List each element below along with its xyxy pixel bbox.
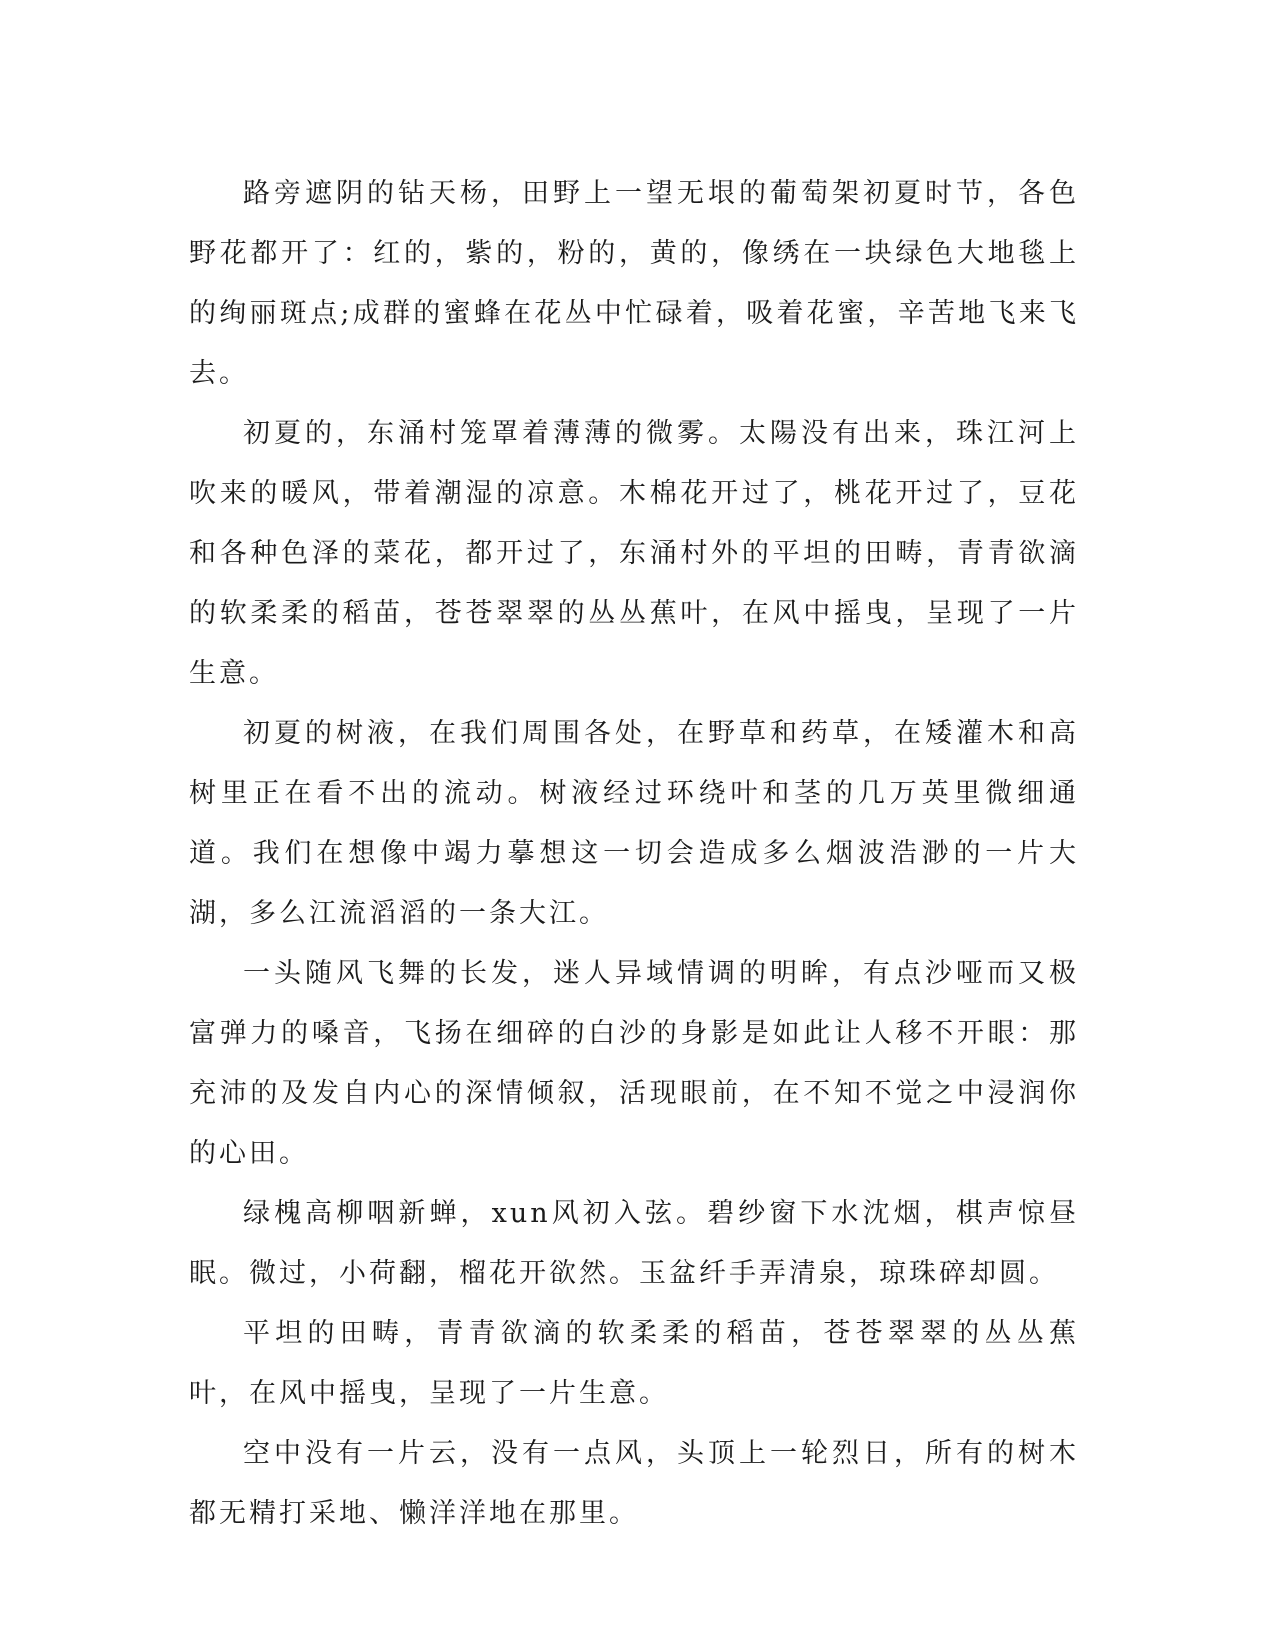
paragraph-4: 一头随风飞舞的长发，迷人异域情调的明眸，有点沙哑而又极富弹力的嗓音，飞扬在细碎的白沙的身影是如此让人移不开眼：那充沛的及发自内心的深情倾叙，活现眼前，在不知不觉之中浸润你的心田。 bbox=[189, 958, 1079, 1169]
paragraph-1: 路旁遮阴的钻天杨，田野上一望无垠的葡萄架初夏时节，各色野花都开了：红的，紫的，粉的，黄的，像绣在一块绿色大地毯上的绚丽斑点;成群的蜜蜂在花丛中忙碌着，吸着花蜜，辛苦地飞来飞去。 bbox=[189, 178, 1079, 389]
paragraph-7: 空中没有一片云，没有一点风，头顶上一轮烈日，所有的树木都无精打采地、懒洋洋地在那里。 bbox=[189, 1438, 1079, 1529]
paragraph-5: 绿槐高柳咽新蝉，xun风初入弦。碧纱窗下水沈烟，棋声惊昼眠。微过，小荷翻，榴花开欲然。玉盆纤手弄清泉，琼珠碎却圆。 bbox=[189, 1198, 1079, 1289]
paragraph-2: 初夏的，东涌村笼罩着薄薄的微雾。太陽没有出来，珠江河上吹来的暖风，带着潮湿的凉意。木棉花开过了，桃花开过了，豆花和各种色泽的菜花，都开过了，东涌村外的平坦的田畴，青青欲滴的软柔柔的稻苗，苍苍翠翠的丛丛蕉叶，在风中摇曳，呈现了一片生意。 bbox=[189, 418, 1079, 689]
paragraph-3: 初夏的树液，在我们周围各处，在野草和药草，在矮灌木和高树里正在看不出的流动。树液经过环绕叶和茎的几万英里微细通道。我们在想像中竭力摹想这一切会造成多么烟波浩渺的一片大湖，多么江流滔滔的一条大江。 bbox=[189, 718, 1079, 929]
paragraph-6: 平坦的田畴，青青欲滴的软柔柔的稻苗，苍苍翠翠的丛丛蕉叶，在风中摇曳，呈现了一片生意。 bbox=[189, 1318, 1079, 1409]
body-text bbox=[189, 164, 1079, 1544]
